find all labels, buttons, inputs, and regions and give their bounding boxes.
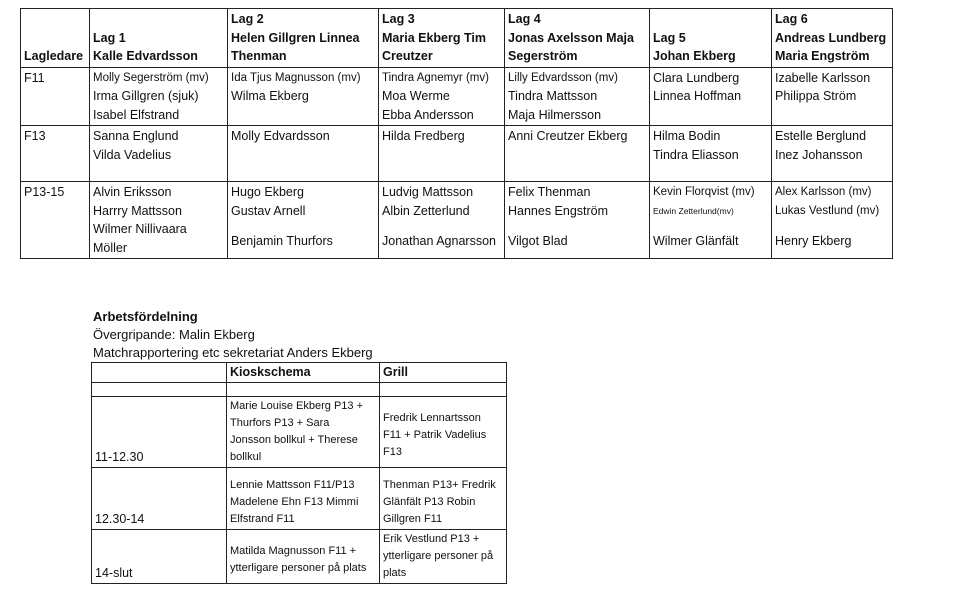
player: Edwin Zetterlund(mv): [653, 205, 734, 216]
player: Philippa Ström: [775, 89, 857, 103]
header-lag-4: Lag 4 Jonas Axelsson Maja Segerström: [505, 9, 650, 68]
player: Benjamin Thurfors: [231, 234, 333, 248]
time-slot: 14-slut: [92, 530, 227, 584]
player: Maja Hilmersson: [508, 107, 602, 122]
kiosk-cell: Lennie Mattsson F11/P13 Madelene Ehn F13 Mimmi Elfstrand F11: [227, 468, 380, 530]
work-match: Matchrapportering etc sekretariat Anders Ekberg: [93, 345, 373, 360]
cell: [228, 126, 379, 182]
header-grill: Grill: [380, 363, 507, 383]
player: Wilmer Glänfält: [653, 234, 739, 248]
grill-cell: Thenman P13+ Fredrik Glänfält P13 Robin Gillgren F11: [380, 468, 507, 530]
player: Anni Creutzer Ekberg: [508, 129, 628, 143]
cell: [228, 182, 379, 259]
group-label: F11: [21, 67, 90, 126]
cell: [505, 182, 650, 259]
table-row-f11: [21, 67, 893, 126]
player: Hilda Fredberg: [382, 129, 465, 143]
player: Sanna Englund: [93, 129, 179, 143]
schedule-spacer-row: [92, 383, 507, 397]
player: Hugo Ekberg: [231, 185, 304, 199]
player: Alvin Eriksson: [93, 185, 172, 199]
cell: [379, 126, 505, 182]
player: Henry Ekberg: [775, 234, 852, 248]
schedule-header-row: [92, 363, 507, 383]
cell: [772, 182, 893, 259]
cell: [650, 126, 772, 182]
header-lag-1: Lag 1 Kalle Edvardsson: [90, 9, 228, 68]
player: Hilma Bodin: [653, 129, 721, 143]
player: Wilma Ekberg: [231, 89, 309, 103]
kiosk-cell: Matilda Magnusson F11 + ytterligare personer på plats: [227, 530, 380, 584]
schedule-row: [92, 468, 507, 530]
player: Tindra Agnemyr (mv): [382, 71, 489, 84]
player: Albin Zetterlund: [382, 203, 470, 218]
player: Lilly Edvardsson (mv): [508, 71, 618, 84]
cell: [379, 67, 505, 126]
player: Ebba Andersson: [382, 107, 474, 122]
work-overall: Övergripande: Malin Ekberg: [93, 327, 255, 342]
player: Ida Tjus Magnusson (mv): [231, 71, 361, 84]
header-lag-3: Lag 3 Maria Ekberg Tim Creutzer: [379, 9, 505, 68]
group-label: F13: [21, 126, 90, 182]
cell: [379, 182, 505, 259]
cell: [505, 126, 650, 182]
cell: [90, 67, 228, 126]
player: Irma Gillgren (sjuk): [93, 89, 199, 103]
schedule-row: [92, 397, 507, 468]
schedule-row: [92, 530, 507, 584]
table-row-p13-15: [21, 182, 893, 259]
header-lag-5: Lag 5 Johan Ekberg: [650, 9, 772, 68]
player: Möller: [93, 240, 128, 255]
time-slot: 11-12.30: [92, 397, 227, 468]
player: Molly Segerström (mv): [93, 71, 209, 84]
player: Kevin Florqvist (mv): [653, 186, 755, 198]
player: Wilmer Nillivaara: [93, 222, 187, 236]
header-blank: [92, 363, 227, 383]
player: Inez Johansson: [775, 147, 863, 162]
header-lag-6: Lag 6 Andreas Lundberg Maria Engström: [772, 9, 893, 68]
player: Felix Thenman: [508, 185, 591, 199]
player: Harrry Mattsson: [93, 203, 182, 218]
header-kiosk: Kioskschema: [227, 363, 380, 383]
player: Tindra Mattsson: [508, 89, 598, 103]
table-row-f13: [21, 126, 893, 182]
cell: [90, 182, 228, 259]
cell: [650, 182, 772, 259]
teams-table: [20, 8, 893, 259]
group-label: P13-15: [21, 182, 90, 259]
player: Estelle Berglund: [775, 129, 867, 143]
teams-header-row: [21, 9, 893, 68]
player: Jonathan Agnarsson: [382, 234, 496, 248]
player: Linnea Hoffman: [653, 89, 742, 103]
schedule-table: [91, 362, 507, 584]
player: Isabel Elfstrand: [93, 107, 180, 122]
player: Ludvig Mattsson: [382, 185, 474, 199]
player: Vilgot Blad: [508, 234, 568, 248]
work-title: Arbetsfördelning: [93, 309, 198, 324]
cell: [505, 67, 650, 126]
cell: [650, 67, 772, 126]
player: Hannes Engström: [508, 203, 609, 218]
player: Moa Werme: [382, 89, 450, 103]
header-lagledare: Lagledare: [21, 9, 90, 68]
player: Lukas Vestlund (mv): [775, 204, 880, 217]
cell: [90, 126, 228, 182]
player: Molly Edvardsson: [231, 129, 330, 143]
player: Clara Lundberg: [653, 70, 740, 85]
header-lag-2: Lag 2 Helen Gillgren Linnea Thenman: [228, 9, 379, 68]
player: Tindra Eliasson: [653, 147, 739, 162]
player: Vilda Vadelius: [93, 147, 172, 162]
kiosk-cell: Marie Louise Ekberg P13 + Thurfors P13 + Sara Jonsson bollkul + Therese bollkul: [227, 397, 380, 468]
player: Izabelle Karlsson: [775, 70, 871, 85]
player: Alex Karlsson (mv): [775, 186, 872, 198]
player: Gustav Arnell: [231, 203, 306, 218]
grill-cell: Fredrik Lennartsson F11 + Patrik Vadelius F13: [380, 397, 507, 468]
time-slot: 12.30-14: [92, 468, 227, 530]
cell: [772, 126, 893, 182]
cell: [228, 67, 379, 126]
grill-cell: Erik Vestlund P13 + ytterligare personer på plats: [380, 530, 507, 584]
cell: [772, 67, 893, 126]
